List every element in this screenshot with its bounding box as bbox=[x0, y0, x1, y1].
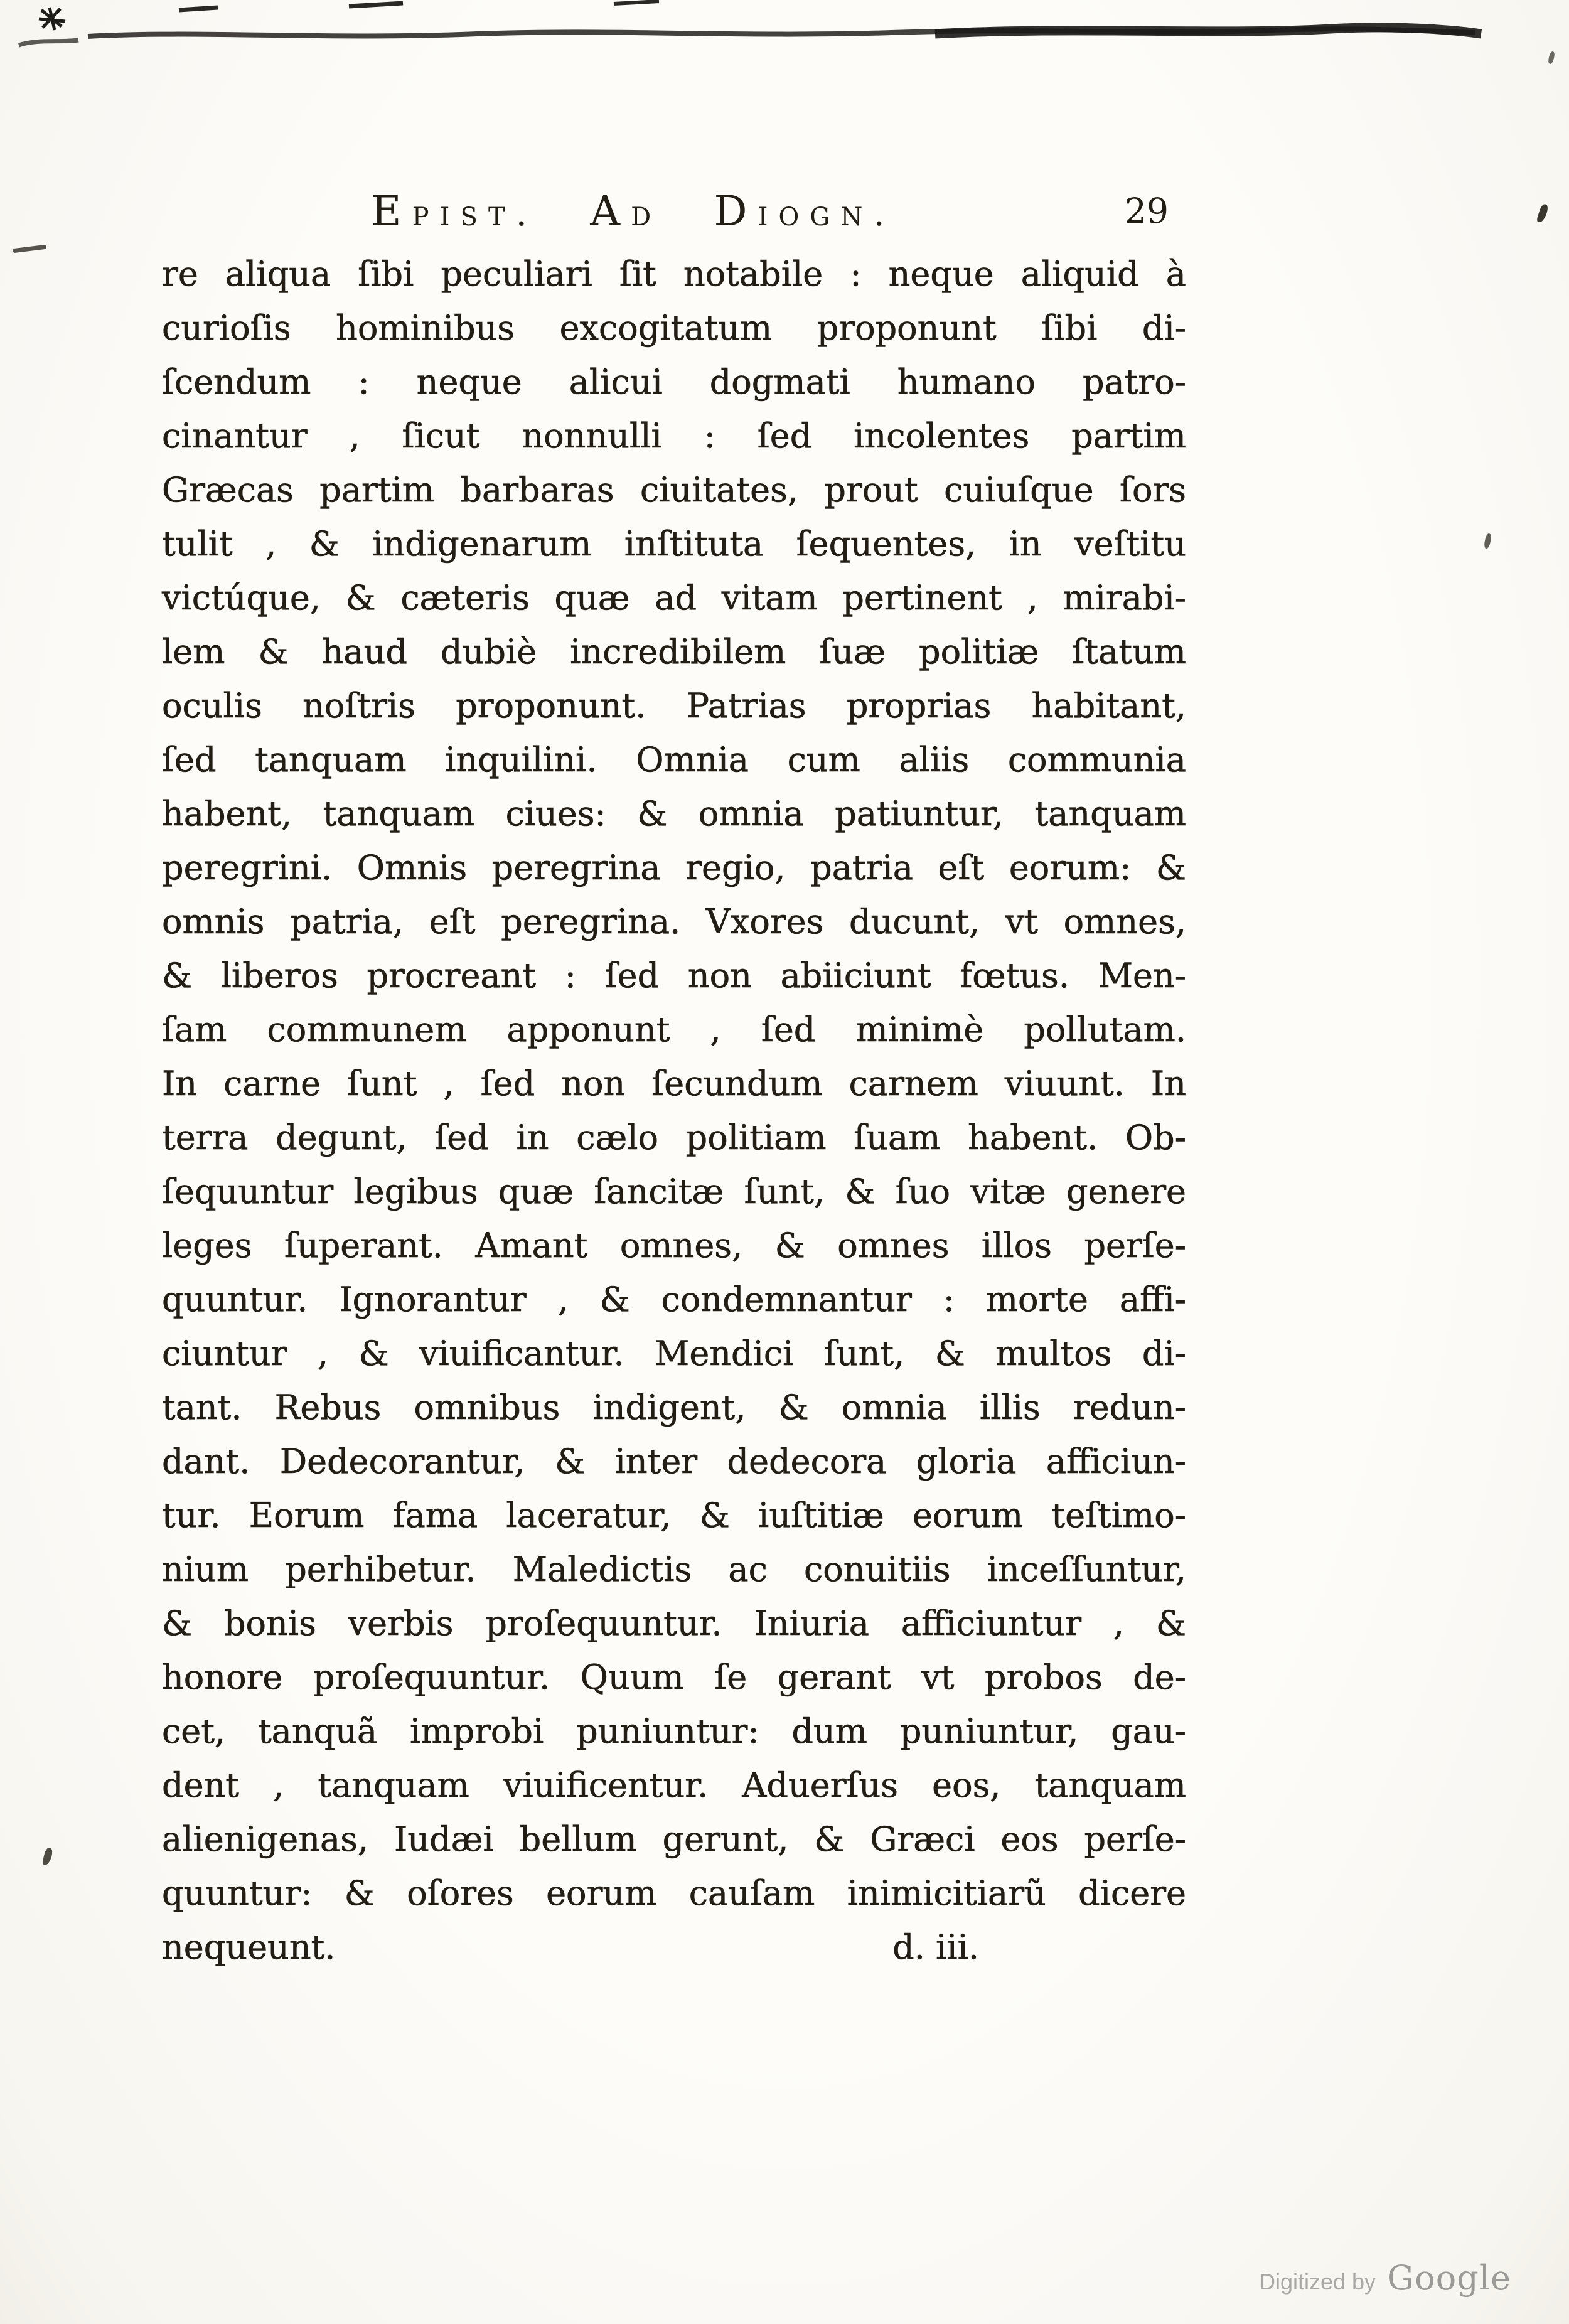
running-title-word: Epist. bbox=[371, 187, 538, 235]
text-line: ſequuntur legibus quæ ſancitæ ſunt, & ſuo vitæ genere bbox=[162, 1172, 1186, 1211]
text-line: ſcendum : neque alicui dogmati humano patro- bbox=[162, 362, 1186, 402]
text-line: In carne ſunt , ſed non ſecundum carnem viuunt. In bbox=[162, 1064, 1186, 1103]
text-line: quuntur: & oſores eorum cauſam inimicitiarũ dicere bbox=[162, 1873, 1186, 1913]
scan-mark-comma-right bbox=[1536, 203, 1550, 223]
text-line-last bbox=[162, 1920, 1186, 1974]
text-line: peregrini. Omnis peregrina regio, patria eſt eorum: & bbox=[162, 848, 1186, 887]
text-line: ſam communem apponunt , ſed minimè pollutam. bbox=[162, 1010, 1186, 1049]
text-line: tant. Rebus omnibus indigent, & omnia illis redun- bbox=[162, 1388, 1186, 1427]
text-line: quuntur. Ignorantur , & condemnantur : morte affi- bbox=[162, 1280, 1186, 1319]
scan-mark-comma-left bbox=[42, 1847, 53, 1866]
text-line: omnis patria, eſt peregrina. Vxores ducunt, vt omnes, bbox=[162, 902, 1186, 941]
text-line: terra degunt, ſed in cælo politiam ſuam habent. Ob- bbox=[162, 1118, 1186, 1157]
text-line: honore proſequuntur. Quum ſe gerant vt probos de- bbox=[162, 1657, 1186, 1697]
text-line: lem & haud dubiè incredibilem ſuæ politiæ ſtatum bbox=[162, 632, 1186, 672]
running-title-word: Ad bbox=[590, 187, 662, 235]
text-line: cet, tanquã improbi puniuntur: dum puniuntur, gau- bbox=[162, 1711, 1186, 1751]
text-line: dent , tanquam viuificentur. Aduerſus eos, tanquam bbox=[162, 1765, 1186, 1805]
page-header bbox=[162, 187, 1186, 237]
google-logo-text: Google bbox=[1387, 2258, 1511, 2298]
running-title-word: Diogn. bbox=[714, 187, 896, 235]
scan-artifact-top-squiggle bbox=[0, 0, 1569, 82]
text-line: ſed tanquam inquilini. Omnia cum aliis communia bbox=[162, 740, 1186, 779]
text-line: leges ſuperant. Amant omnes, & omnes illos perſe- bbox=[162, 1226, 1186, 1265]
body-text-block bbox=[162, 247, 1186, 1974]
text-line: curioſis hominibus excogitatum proponunt ſibi di- bbox=[162, 308, 1186, 348]
watermark-prefix: Digitized by bbox=[1258, 2269, 1376, 2295]
scan-mark-dash-left bbox=[13, 245, 46, 254]
text-line: nium perhibetur. Maledictis ac conuitiis inceſſuntur, bbox=[162, 1550, 1186, 1589]
text-line: cinantur , ſicut nonnulli : ſed incolentes partim bbox=[162, 416, 1186, 456]
text-line: tulit , & indigenarum inſtituta ſequentes, in veſtitu bbox=[162, 524, 1186, 564]
text-line: tur. Eorum fama laceratur, & iuſtitiæ eorum teſtimo- bbox=[162, 1496, 1186, 1535]
text-line: oculis noſtris proponunt. Patrias proprias habitant, bbox=[162, 686, 1186, 726]
text-line: alienigenas, Iudæi bellum gerunt, & Græci eos perſe- bbox=[162, 1819, 1186, 1859]
google-watermark bbox=[1259, 2258, 1511, 2298]
text-line: victúque, & cæteris quæ ad vitam pertinent , mirabi- bbox=[162, 578, 1186, 618]
ink-blot-asterisk bbox=[39, 8, 65, 30]
scan-mark-quote-mid bbox=[1484, 533, 1492, 549]
text-line: & bonis verbis proſequuntur. Iniuria afficiuntur , & bbox=[162, 1604, 1186, 1643]
text-line: & liberos procreant : ſed non abiiciunt fœtus. Men- bbox=[162, 956, 1186, 995]
signature-mark: d. iii. bbox=[892, 1927, 979, 1967]
text-line: dant. Dedecorantur, & inter dedecora gloria afficiun- bbox=[162, 1442, 1186, 1481]
last-line-text: nequeunt. bbox=[162, 1927, 336, 1967]
running-title bbox=[162, 187, 1105, 235]
text-line: Græcas partim barbaras ciuitates, prout cuiuſque ſors bbox=[162, 470, 1186, 510]
text-line: ciuntur , & viuificantur. Mendici ſunt, & multos di- bbox=[162, 1334, 1186, 1373]
page-number: 29 bbox=[1125, 191, 1169, 231]
text-line: re aliqua ſibi peculiari ſit notabile : neque aliquid à bbox=[162, 254, 1186, 294]
text-line: habent, tanquam ciues: & omnia patiuntur, tanquam bbox=[162, 794, 1186, 833]
